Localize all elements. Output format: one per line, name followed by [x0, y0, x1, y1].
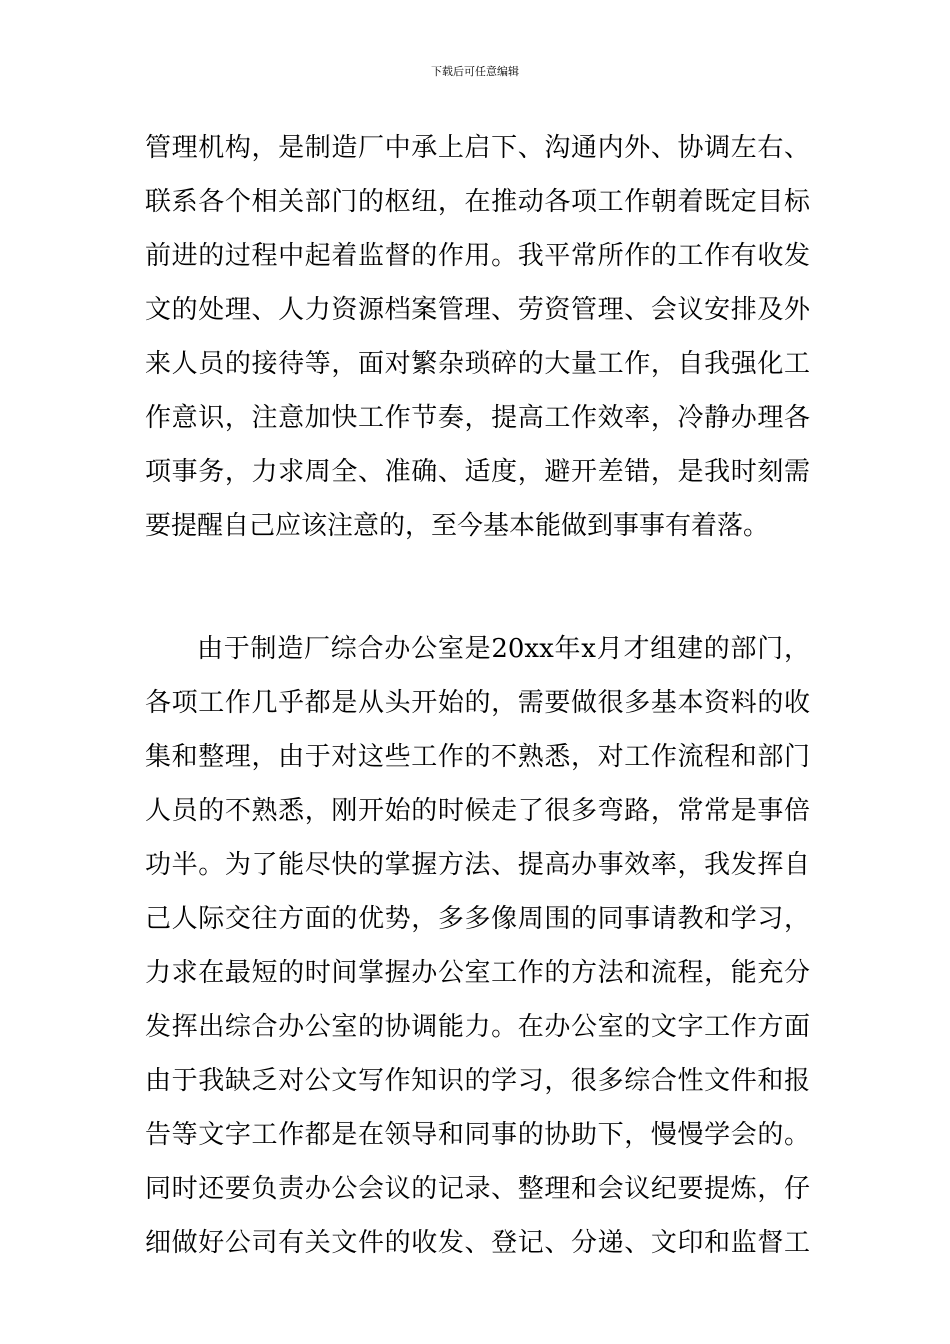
- text-line: 功半。为了能尽快的掌握方法、提高办事效率，我发挥自: [145, 850, 810, 880]
- text-line: 由于我缺乏对公文写作知识的学习，很多综合性文件和报: [145, 1066, 810, 1096]
- text-line: 联系各个相关部门的枢纽，在推动各项工作朝着既定目标: [145, 187, 810, 217]
- text-line: 细做好公司有关文件的收发、登记、分递、文印和监督工: [145, 1228, 810, 1258]
- text-line: 同时还要负责办公会议的记录、整理和会议纪要提炼，仔: [145, 1174, 810, 1204]
- text-line: 力求在最短的时间掌握办公室工作的方法和流程，能充分: [145, 958, 810, 988]
- text-line: 集和整理，由于对这些工作的不熟悉，对工作流程和部门: [145, 742, 810, 772]
- text-line: 管理机构，是制造厂中承上启下、沟通内外、协调左右、: [145, 133, 810, 163]
- text-line: 前进的过程中起着监督的作用。我平常所作的工作有收发: [145, 241, 810, 271]
- page-header: 下载后可任意编辑: [431, 65, 519, 78]
- text-line: 项事务，力求周全、准确、适度，避开差错，是我时刻需: [145, 457, 810, 487]
- text-line: 来人员的接待等，面对繁杂琐碎的大量工作，自我强化工: [145, 349, 810, 379]
- text-line: 告等文字工作都是在领导和同事的协助下，慢慢学会的。: [145, 1120, 810, 1150]
- text-line: 文的处理、人力资源档案管理、劳资管理、会议安排及外: [145, 295, 810, 325]
- text-line: 要提醒自己应该注意的，至今基本能做到事事有着落。: [145, 511, 770, 541]
- text-line: 各项工作几乎都是从头开始的，需要做很多基本资料的收: [145, 688, 810, 718]
- paragraph-2: [145, 622, 810, 1270]
- text-line: 己人际交往方面的优势，多多像周围的同事请教和学习，: [145, 904, 810, 934]
- paragraph-1: [145, 121, 810, 553]
- text-line: 发挥出综合办公室的协调能力。在办公室的文字工作方面: [145, 1012, 810, 1042]
- text-line: 作意识，注意加快工作节奏，提高工作效率，冷静办理各: [145, 403, 810, 433]
- text-line: 人员的不熟悉，刚开始的时候走了很多弯路，常常是事倍: [145, 796, 810, 826]
- text-line: 由于制造厂综合办公室是20xx年x月才组建的部门，: [197, 634, 810, 664]
